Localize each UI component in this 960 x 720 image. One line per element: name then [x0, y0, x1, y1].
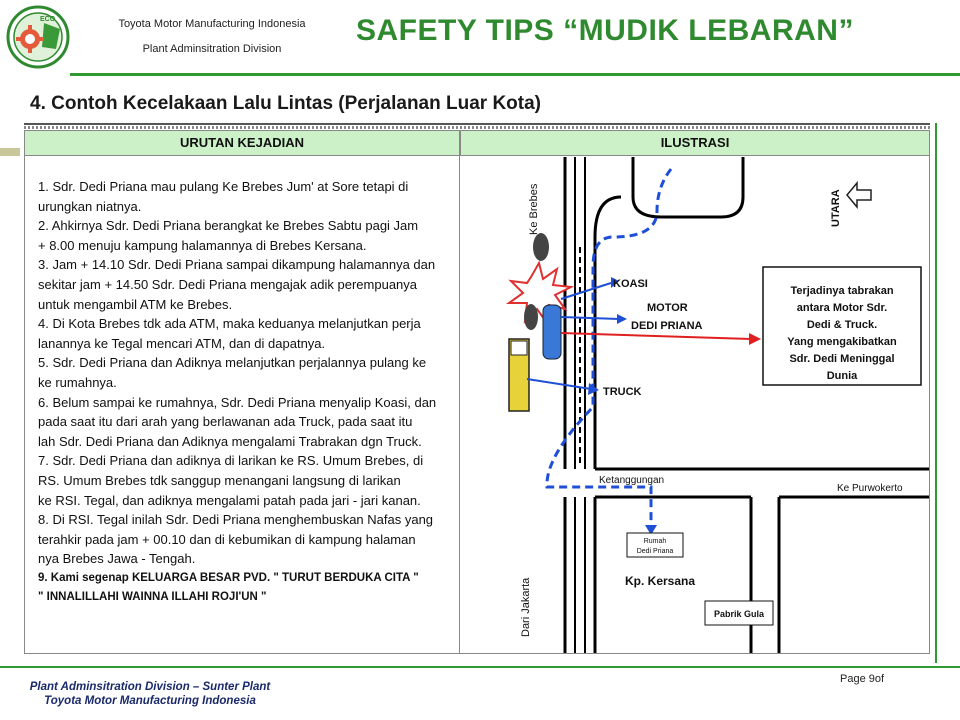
motor-arrow: [561, 317, 619, 319]
step-line: untuk mengambil ATM ke Brebes.: [38, 296, 233, 312]
footer-block: [8, 680, 292, 708]
callout-text: antara Motor Sdr.: [796, 302, 888, 314]
koasi-bike: [533, 233, 549, 261]
arrowhead: [617, 314, 627, 324]
step-line: 4. Di Kota Brebes tdk ada ATM, maka keduanya melanjutkan perja: [38, 316, 421, 332]
step-line: 8. Di RSI. Tegal inilah Sdr. Dedi Priana menghembuskan Nafas yang: [38, 512, 434, 528]
page-title: SAFETY TIPS “MUDIK LEBARAN”: [356, 14, 854, 47]
step-line: " INNALILLAHI WAINNA ILLAHI ROJI'UN ": [38, 590, 267, 603]
step-line: ke RSI. Tegal, dan adiknya mengalami patah pada jari - jari kanan.: [38, 492, 421, 508]
ke-purwokerto-label: Ke Purwokerto: [837, 483, 903, 494]
callout-text: Yang mengakibatkan: [787, 336, 897, 348]
step-line: pada saat itu dari arah yang berlawanan ada Truck, pada saat itu: [38, 414, 413, 430]
utara-label: UTARA: [830, 189, 842, 227]
eco-logo: [6, 5, 70, 69]
road-curve: [633, 157, 743, 217]
arrowhead: [749, 333, 761, 345]
crash-burst: [509, 263, 571, 323]
ke-brebes-label: Ke Brebes: [528, 183, 540, 235]
footer-divider: [0, 666, 960, 668]
step-line: lanannya ke Tegal mencari ATM, dan di dapatnya.: [38, 335, 326, 351]
logo-text: ECO: [40, 16, 56, 23]
step-line: 6. Belum sampai ke rumahnya, Sdr. Dedi Priana menyalip Koasi, dan: [38, 394, 437, 410]
callout-arrow: [561, 333, 751, 339]
truck-label: TRUCK: [603, 386, 642, 398]
org-name: Toyota Motor Manufacturing Indonesia: [118, 18, 306, 30]
motor-label-1: MOTOR: [647, 302, 688, 314]
truck-arrow: [527, 379, 591, 389]
accident-illustration: [461, 157, 929, 653]
footer-company: Toyota Motor Manufacturing Indonesia: [44, 695, 256, 707]
koasi-vehicle: [543, 305, 561, 359]
sequence-header: URUTAN KEJADIAN: [24, 130, 460, 156]
step-line: 9. Kami segenap KELUARGA BESAR PVD. " TURUT BERDUKA CITA ": [38, 571, 419, 584]
header-divider: [70, 73, 960, 76]
step-line: 5. Sdr. Dedi Priana dan Adiknya melanjutkan perjalannya pulang ke: [38, 355, 427, 371]
division-name: Plant Adminsitration Division: [142, 43, 282, 55]
motor-label-2: DEDI PRIANA: [631, 320, 703, 332]
callout-text: Sdr. Dedi Meninggal: [789, 353, 895, 365]
step-line: sekitar jam + 14.50 Sdr. Dedi Priana mengajak adik perempuanya: [38, 276, 418, 292]
step-line: ke rumahnya.: [38, 374, 117, 390]
koasi-label: KOASI: [613, 278, 648, 290]
step-line: + 8.00 menuju kampung halamannya di Brebes Kersana.: [38, 237, 367, 253]
org-block: [70, 12, 354, 62]
step-line: 3. Jam + 14.10 Sdr. Dedi Priana sampai dikampung halamannya dan: [38, 257, 436, 273]
page-number: Page 9of: [840, 673, 885, 685]
footer-division: Plant Adminsitration Division – Sunter Plant: [29, 681, 271, 693]
house-label-1: Rumah: [643, 538, 667, 545]
pabrik-gula-label: Pabrik Gula: [713, 609, 765, 619]
motor-bike: [524, 304, 538, 330]
step-line: 1. Sdr. Dedi Priana mau pulang Ke Brebes Jum' at Sore tetapi di: [38, 179, 409, 194]
truck-cab: [511, 341, 527, 355]
step-line: urungkan niatnya.: [38, 198, 142, 214]
step-line: nya Brebes Jawa - Tengah.: [38, 551, 196, 567]
road-curve: [595, 197, 621, 237]
right-accent-rule: [935, 123, 937, 663]
step-line: 7. Sdr. Dedi Priana dan adiknya di larikan ke RS. Umum Brebes, di: [38, 453, 424, 469]
ketanggungan-label: Ketanggungan: [599, 475, 665, 486]
panel-top-border: [24, 126, 930, 129]
step-line: lah Sdr. Dedi Priana dan Adiknya mengalami Trabrakan dgn Truck.: [38, 433, 422, 449]
step-line: RS. Umum Brebes tdk sanggup menangani langsung di larikan: [38, 472, 401, 488]
step-line: 2. Ahkirnya Sdr. Dedi Priana berangkat ke Brebes Sabtu pagi Jam: [38, 218, 419, 234]
dari-jakarta-label: Dari Jakarta: [520, 577, 532, 637]
callout-text: Dunia: [826, 370, 858, 382]
incident-steps: [38, 177, 460, 607]
callout-text: Terjadinya tabrakan: [790, 285, 894, 297]
side-marker: [0, 148, 20, 156]
callout-text: Dedi & Truck.: [806, 319, 878, 331]
house-label-2: Dedi Priana: [636, 548, 674, 555]
step-line: terahkir pada jam + 00.10 dan di kebumikan di kampung halaman: [38, 531, 416, 547]
north-arrow-icon: [847, 183, 871, 207]
section-subtitle: 4. Contoh Kecelakaan Lalu Lintas (Perjalanan Luar Kota): [30, 93, 542, 114]
kp-kersana-label: Kp. Kersana: [625, 574, 696, 588]
illustration-header: ILUSTRASI: [460, 130, 930, 156]
